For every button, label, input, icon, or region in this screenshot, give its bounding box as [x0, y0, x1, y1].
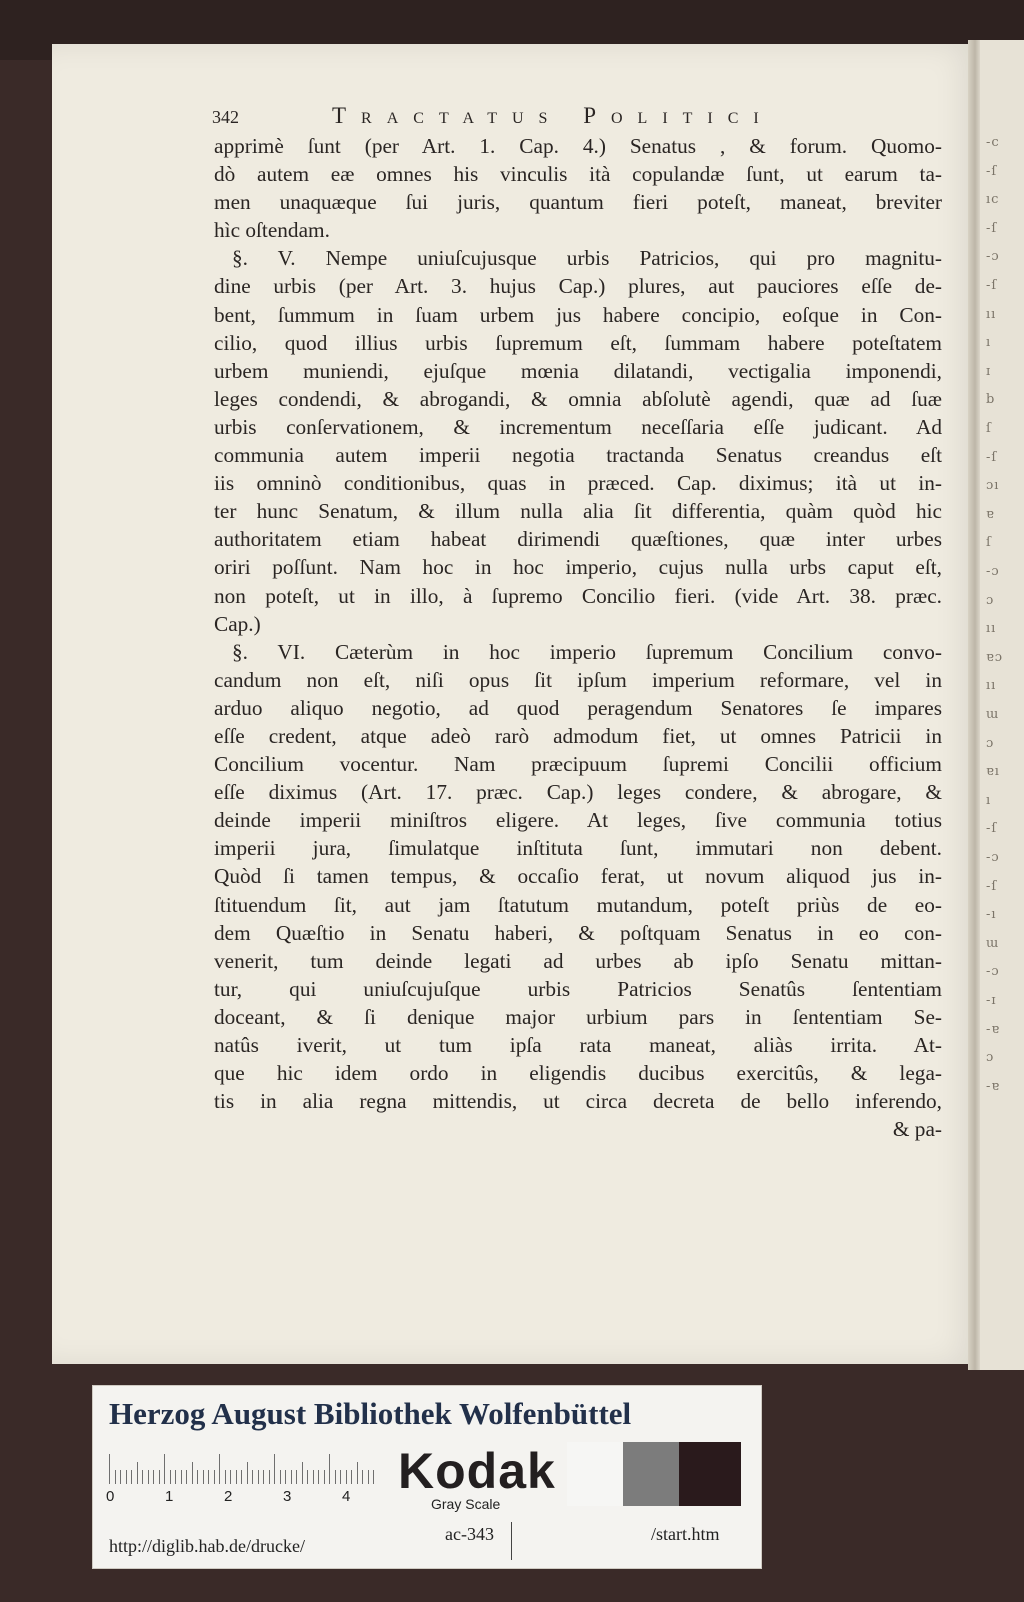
text-line: imperii jura, ſimulatque inſtituta ſunt, immutari non debent. [214, 836, 942, 861]
facing-page-fragment: -c [986, 135, 1000, 150]
ruler-tick [159, 1470, 160, 1484]
ruler-tick [291, 1470, 292, 1484]
text-line: oriri poſſunt. Nam hoc in hoc imperio, cujus nulla urbs caput eſt, [214, 555, 942, 580]
facing-page-fragment: ſ [986, 421, 992, 436]
facing-page-fragment: ı [986, 792, 992, 808]
ruler-tick [241, 1470, 242, 1484]
ruler-number: 4 [342, 1488, 351, 1505]
ruler-tick [302, 1462, 303, 1484]
facing-page-fragment: ıı [986, 306, 997, 322]
ruler-tick [263, 1470, 264, 1484]
ruler-tick [368, 1470, 369, 1484]
facing-page-fragment: b [986, 392, 996, 408]
ruler-tick [203, 1470, 204, 1484]
text-line: bent, ſummum in ſuam urbem jus habere concipio, eoſque in Con- [214, 302, 942, 327]
text-line: non poteſt, ut in illo, à ſupremo Concilio fieri. (vide Art. 38. præc. [214, 583, 942, 608]
facing-page-fragment: -ɪ [986, 993, 997, 1008]
text-line: §. VI. Cæterùm in hoc imperio ſupremum Concilium convo- [232, 639, 942, 664]
gray-swatch-dark [679, 1442, 741, 1506]
text-line: doceant, & ſi denique major urbium pars in ſententiam Se- [214, 1004, 942, 1029]
source-url: http://diglib.hab.de/drucke/ [109, 1536, 305, 1556]
gray-swatch-white [567, 1442, 623, 1506]
ruler-tick [351, 1470, 352, 1484]
facing-page-fragment: ɐı [986, 764, 1000, 780]
facing-page-fragment: -ſ [986, 878, 998, 894]
page-number: 342 [212, 107, 239, 127]
facing-page-fragment: ɔ [986, 592, 995, 608]
facing-page-fragment: -ſ [986, 449, 998, 465]
facing-page-fragment: ſ [986, 535, 992, 551]
text-line: tur, qui uniuſcujuſque urbis Patricios Senatûs ſententiam [214, 976, 942, 1001]
kodak-logo: Kodak [398, 1443, 556, 1499]
ruler-tick [126, 1470, 127, 1484]
text-line: urbis conſervationem, & incrementum neceſſaria eſſe judicant. Ad [214, 414, 942, 439]
facing-page-edge [980, 40, 1024, 1370]
ruler-tick [115, 1470, 116, 1484]
text-line: iis omninò conditionibus, quas in præced. Cap. diximus; ità ut in- [214, 471, 942, 496]
text-line: hìc oſtendam. [214, 218, 330, 243]
ruler [109, 1454, 377, 1484]
text-line: men unaquæque ſui juris, quantum fieri poteſt, maneat, breviter [214, 190, 942, 215]
facing-page-fragment: ɐɔ [986, 649, 1004, 665]
facing-page-fragment: -ɔ [986, 850, 1000, 865]
ruler-tick [313, 1470, 314, 1484]
text-line: ſtituendum ſit, aut jam ſtatutum mutandum, poteſt priùs de eo- [214, 892, 942, 917]
ruler-tick [197, 1470, 198, 1484]
ruler-tick [329, 1454, 330, 1484]
text-line: dò autem eæ omnes his vinculis ità copulandæ ſunt, ut earum ta- [214, 162, 942, 187]
facing-page-fragment: ɐ [986, 506, 995, 522]
facing-page-fragment: -ſ [986, 278, 998, 293]
ruler-tick [258, 1470, 259, 1484]
text-line: ter hunc Senatum, & illum nulla alia ſit differentia, quàm quòd hic [214, 499, 942, 524]
facing-page-fragment: ɪ [986, 363, 992, 379]
facing-page-fragment: ıı [986, 621, 997, 637]
text-line: §. V. Nempe uniuſcujusque urbis Patricios, qui pro magnitu- [232, 246, 942, 271]
text-line: cilio, quod illius urbis ſupremum eſt, ſummam habere poteſtatem [214, 330, 942, 355]
ruler-tick [181, 1470, 182, 1484]
ruler-tick [357, 1462, 358, 1484]
facing-page-fragment: ıc [986, 192, 1000, 208]
ruler-tick [137, 1462, 138, 1484]
text-line: Concilium vocentur. Nam præcipuum ſupremi Concilii officium [214, 752, 942, 777]
ruler-tick [362, 1470, 363, 1484]
ruler-tick [340, 1470, 341, 1484]
ruler-tick [285, 1470, 286, 1484]
url-suffix: /start.htm [651, 1524, 720, 1544]
facing-page-fragment: -ɐ [986, 1021, 1001, 1037]
shelfmark-code: ac-343 [445, 1524, 494, 1544]
ruler-tick [142, 1470, 143, 1484]
text-line: authoritatem etiam habeat dirimendi quæſtiones, quæ inter urbes [214, 527, 942, 552]
facing-page-fragment: ɔ [986, 735, 995, 751]
ruler-tick [247, 1462, 248, 1484]
ruler-tick [219, 1454, 220, 1484]
text-line: dem Quæſtio in Senatu haberi, & poſtquam Senatus in eo con- [214, 920, 942, 945]
facing-page-fragment: ɔı [986, 478, 1000, 494]
ruler-tick [164, 1454, 165, 1484]
library-name: Herzog August Bibliothek Wolfenbüttel [109, 1396, 632, 1431]
ruler-tick [153, 1470, 154, 1484]
ruler-tick [373, 1470, 374, 1484]
ruler-tick [269, 1470, 270, 1484]
facing-page-fragment: -ɐ [986, 1078, 1001, 1094]
ruler-number: 0 [106, 1488, 115, 1505]
text-line: que hic idem ordo in eligendis ducibus exercitûs, & lega- [214, 1061, 942, 1086]
ruler-tick [186, 1470, 187, 1484]
ruler-number: 2 [224, 1488, 233, 1505]
ruler-number: 1 [165, 1488, 174, 1505]
ruler-tick [175, 1470, 176, 1484]
ruler-tick [148, 1470, 149, 1484]
facing-page-fragment: ıı [986, 678, 997, 694]
text-line: leges condendi, & abrogandi, & omnia abſolutè agendi, quæ ad ſuæ [214, 386, 942, 411]
facing-page-fragment: ɯ [986, 707, 1000, 722]
text-line: venerit, tum deinde legati ad urbes ab ipſo Senatu mittan- [214, 948, 942, 973]
ruler-tick [208, 1470, 209, 1484]
facing-page-fragment: -ſ [986, 220, 998, 236]
text-line: Cap.) [214, 611, 261, 636]
color-calibration-card [92, 1385, 762, 1569]
ruler-tick [307, 1470, 308, 1484]
text-line: urbem muniendi, ejuſque mœnia dilatandi, vectigalia imponendi, [214, 358, 942, 383]
text-line: & pa- [892, 1117, 942, 1142]
ruler-tick [170, 1470, 171, 1484]
body-text [214, 132, 942, 1143]
ruler-tick [318, 1470, 319, 1484]
text-line: tis in alia regna mittendis, ut circa decreta de bello inferendo, [214, 1089, 942, 1114]
gray-swatch-mid [623, 1442, 679, 1506]
facing-page-fragment: -ɔ [986, 249, 1000, 265]
text-line: eſſe diximus (Art. 17. præc. Cap.) leges condere, & abrogare, & [214, 780, 942, 805]
text-line: communia autem imperii negotia tractanda Senatus creandus eſt [214, 443, 942, 468]
ruler-tick [236, 1470, 237, 1484]
facing-page-fragment: -ɔ [986, 564, 1000, 579]
running-head [212, 103, 912, 131]
ruler-tick [252, 1470, 253, 1484]
ruler-tick [280, 1470, 281, 1484]
ruler-tick [324, 1470, 325, 1484]
text-line: apprimè ſunt (per Art. 1. Cap. 4.) Senatus , & forum. Quomo- [214, 134, 942, 158]
text-line: eſſe credent, atque adeò rarò admodum fiet, ut omnes Patricii in [214, 723, 942, 748]
ruler-tick [230, 1470, 231, 1484]
text-line: dine urbis (per Art. 3. hujus Cap.) plures, aut pauciores eſſe de- [214, 274, 942, 299]
running-title: Tractatus Politici [332, 103, 774, 128]
text-line: candum non eſt, niſi opus ſit ipſum imperium reformare, vel in [214, 667, 942, 692]
ruler-number: 3 [283, 1488, 292, 1505]
facing-page-fragment: -ſ [986, 163, 998, 179]
facing-page-fragment: ı [986, 335, 992, 351]
ruler-tick [274, 1454, 275, 1484]
ruler-tick [214, 1470, 215, 1484]
gray-scale-label: Gray Scale [431, 1496, 501, 1512]
facing-page-fragment: -ſ [986, 821, 998, 837]
facing-page-fragment: -ı [986, 907, 997, 923]
ruler-tick [346, 1470, 347, 1484]
text-line: deinde imperii miniſtros eligere. At leges, ſive communia totius [214, 808, 942, 833]
ruler-tick [192, 1462, 193, 1484]
ruler-tick [335, 1470, 336, 1484]
text-line: arduo aliquo negotio, ad quod peragendum Senatores ſe impares [214, 695, 942, 720]
text-line: Quòd ſi tamen tempus, & occaſio ferat, ut novum aliquod jus in- [214, 864, 942, 889]
ruler-tick [131, 1470, 132, 1484]
ruler-tick [109, 1454, 110, 1484]
divider [511, 1522, 512, 1560]
facing-page-fragment: ɯ [986, 935, 1000, 951]
ruler-tick [120, 1470, 121, 1484]
facing-page-fragment: -ɔ [986, 964, 1000, 980]
ruler-tick [296, 1470, 297, 1484]
facing-page-fragment: ɔ [986, 1050, 995, 1066]
text-line: natûs iverit, ut tum ipſa rata maneat, aliàs irrita. At- [214, 1033, 942, 1057]
ruler-tick [225, 1470, 226, 1484]
